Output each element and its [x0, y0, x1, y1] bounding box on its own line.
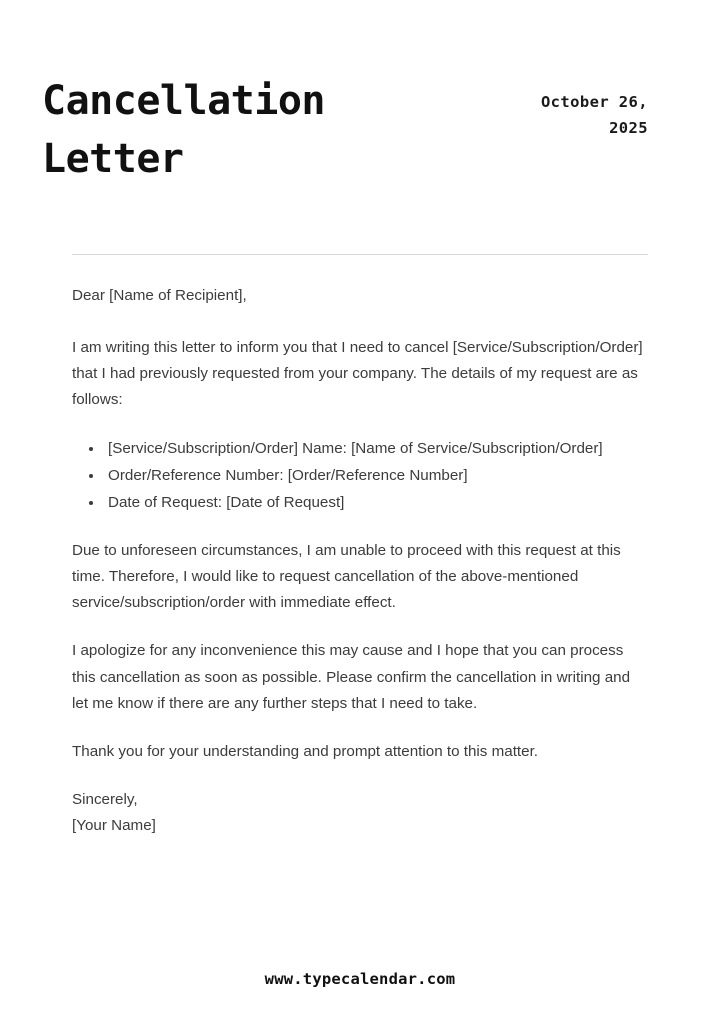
- letter-body: [0, 255, 720, 839]
- intro-paragraph: I am writing this letter to inform you that I need to cancel [Service/Subscription/Order] that I had previously requested from your company. The details of my request are as follows:: [72, 339, 643, 409]
- reason-paragraph: Due to unforeseen circumstances, I am unable to proceed with this request at this time. Therefore, I would like to request cancellation of the above-mentioned service/subscription/order with immediate effect.: [72, 541, 621, 612]
- thanks-paragraph: Thank you for your understanding and prompt attention to this matter.: [72, 742, 539, 760]
- list-item: • [Service/Subscription/Order] Name: [Name of Service/Subscription/Order]: [104, 436, 648, 462]
- signature-block: [72, 787, 648, 839]
- greeting-text: Dear [Name of Recipient],: [72, 287, 247, 304]
- page-title: Cancellation Letter: [42, 78, 325, 182]
- apology-paragraph: I apologize for any inconvenience this may cause and I hope that you can process this cancellation as soon as possible. Please confirm the cancellation in writing and let me know if there are any further steps that I need to take.: [72, 642, 631, 712]
- list-item: • Order/Reference Number: [Order/Reference Number]: [104, 463, 648, 489]
- sign-off-text: Sincerely,: [72, 790, 138, 808]
- letter-header: [0, 0, 720, 188]
- letter-date: October 26, 2025: [540, 93, 648, 137]
- footer-website: www.typecalendar.com: [264, 970, 456, 988]
- signature-name: [Your Name]: [72, 817, 156, 835]
- list-item: • Date of Request: [Date of Request]: [104, 490, 648, 516]
- request-details-list: [72, 436, 648, 516]
